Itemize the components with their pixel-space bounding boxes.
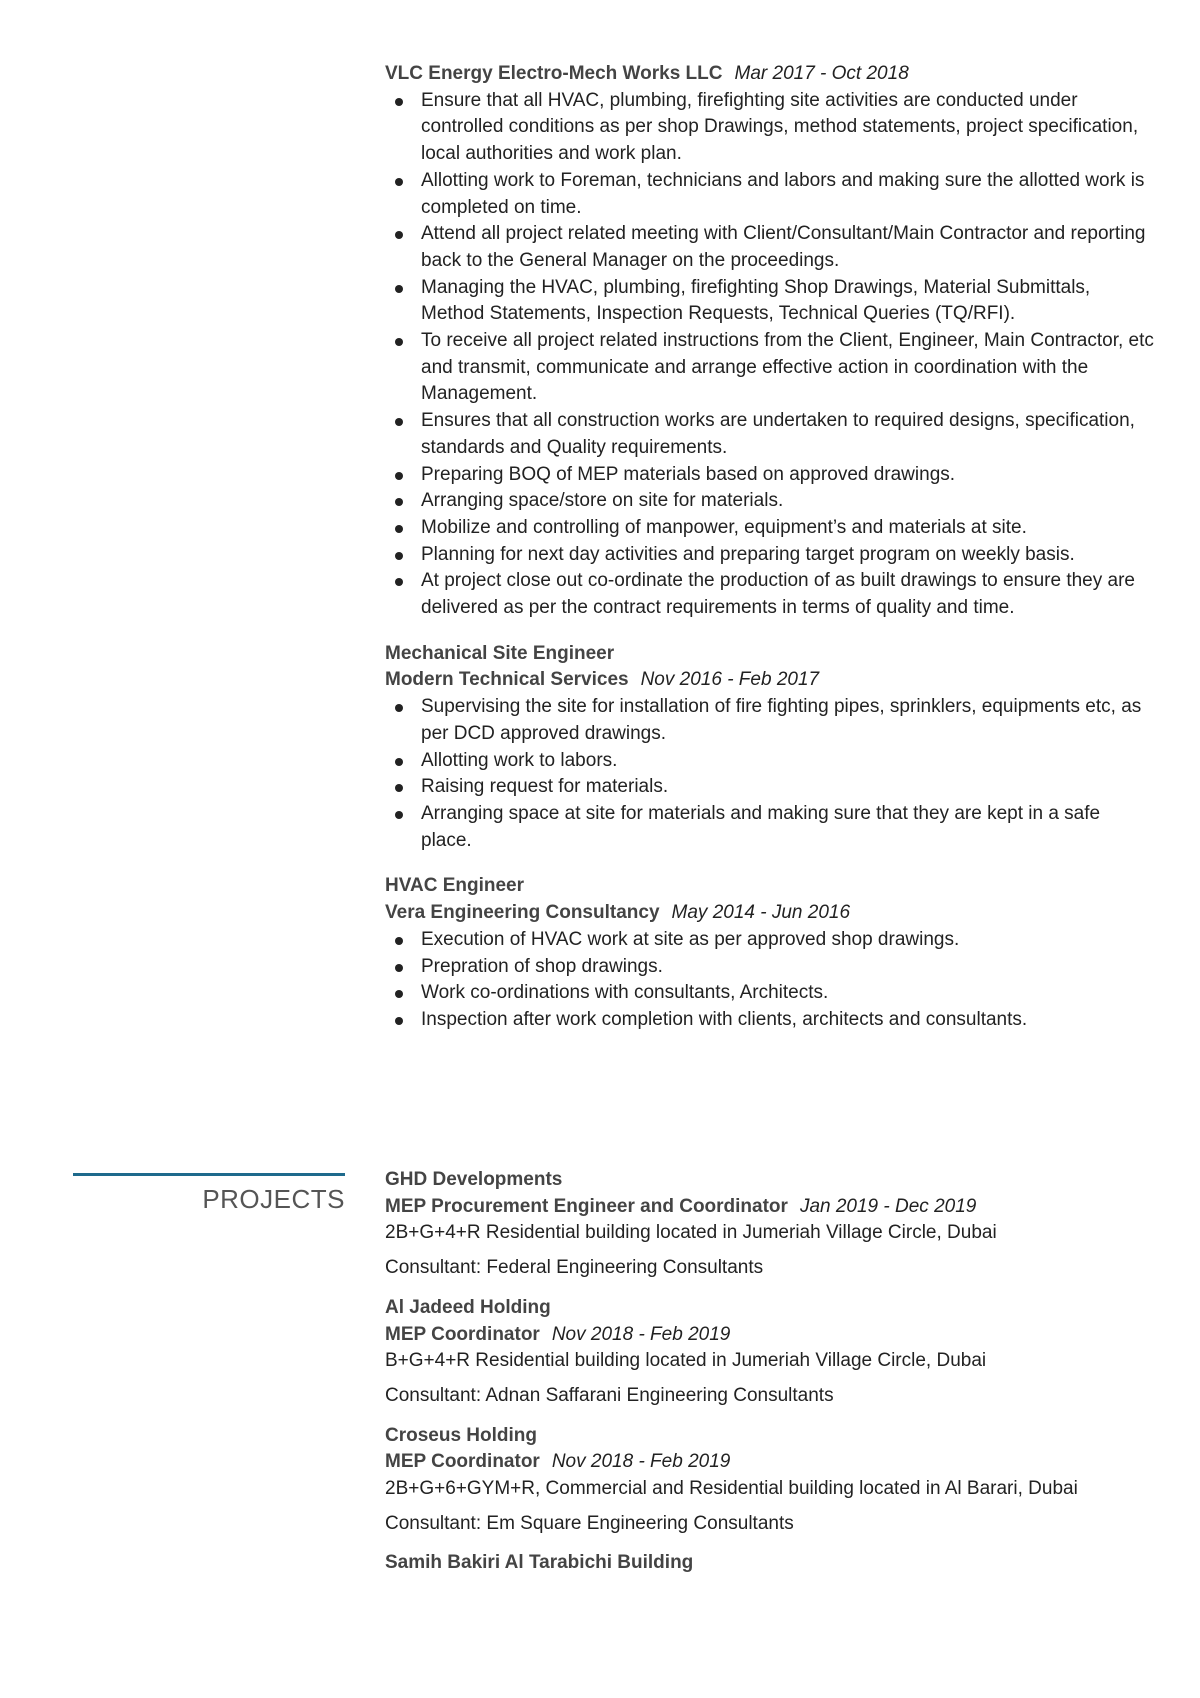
bullet: At project close out co-ordinate the production of as built drawings to ensure they are delivered as per the contract requirements in terms of quality and time. <box>421 568 1155 621</box>
bullet: Ensure that all HVAC, plumbing, firefighting site activities are conducted under controlled conditions as per shop Drawings, method statements, project specification, local authorities and work plan. <box>421 88 1155 168</box>
job-title: Mechanical Site Engineer <box>385 642 615 664</box>
job-dates: Mar 2017 - Oct 2018 <box>734 63 909 84</box>
project-description: 2B+G+6+GYM+R, Commercial and Residential building located in Al Barari, Dubai <box>385 1478 1078 1500</box>
job-bullets <box>385 927 1155 1034</box>
project-consultant: Consultant: Federal Engineering Consultants <box>385 1257 764 1279</box>
company-name: Vera Engineering Consultancy <box>385 902 660 924</box>
project-consultant: Consultant: Em Square Engineering Consultants <box>385 1512 794 1534</box>
project-role: MEP Coordinator <box>385 1323 540 1345</box>
bullet: Inspection after work completion with clients, architects and consultants. <box>421 1007 1155 1034</box>
bullet: Allotting work to labors. <box>421 748 1155 775</box>
project-dates: Jan 2019 - Dec 2019 <box>799 1195 977 1217</box>
experience-section <box>385 61 1155 1053</box>
project-dates: Nov 2018 - Feb 2019 <box>551 1451 731 1473</box>
bullet: Preparing BOQ of MEP materials based on approved drawings. <box>421 462 1155 489</box>
job-entry <box>385 873 1155 1033</box>
project-client: Croseus Holding <box>385 1424 538 1446</box>
project-description: B+G+4+R Residential building located in Jumeriah Village Circle, Dubai <box>385 1350 987 1372</box>
project-dates: Nov 2018 - Feb 2019 <box>551 1323 731 1345</box>
bullet: Execution of HVAC work at site as per approved shop drawings. <box>421 927 1155 954</box>
project-consultant: Consultant: Adnan Saffarani Engineering Consultants <box>385 1384 834 1406</box>
bullet: Allotting work to Foreman, technicians and labors and making sure the allotted work is completed on time. <box>421 168 1155 221</box>
bullet: Arranging space at site for materials and making sure that they are kept in a safe place. <box>421 801 1155 854</box>
bullet: Planning for next day activities and preparing target program on weekly basis. <box>421 542 1155 569</box>
job-dates: Nov 2016 - Feb 2017 <box>640 669 820 691</box>
bullet: To receive all project related instructions from the Client, Engineer, Main Contractor, etc and transmit, communicate and arrange effective action in coordination with the Management. <box>421 328 1155 408</box>
job-bullets <box>385 88 1155 622</box>
bullet: Attend all project related meeting with Client/Consultant/Main Contractor and reporting back to the General Manager on the proceedings. <box>421 221 1155 274</box>
project-client: Al Jadeed Holding <box>385 1296 551 1318</box>
project-entry <box>385 1167 1155 1282</box>
bullet: Work co-ordinations with consultants, Architects. <box>421 980 1155 1007</box>
bullet: Mobilize and controlling of manpower, equipment’s and materials at site. <box>421 515 1155 542</box>
bullet: Raising request for materials. <box>421 774 1155 801</box>
projects-section <box>385 1167 1155 1590</box>
bullet: Prepration of shop drawings. <box>421 954 1155 981</box>
job-dates: May 2014 - Jun 2016 <box>671 902 851 924</box>
company-name: Modern Technical Services <box>385 669 629 691</box>
job-title: HVAC Engineer <box>385 875 525 897</box>
job-bullets <box>385 694 1155 854</box>
project-entry <box>385 1295 1155 1410</box>
project-role: MEP Procurement Engineer and Coordinator <box>385 1195 788 1217</box>
project-description: 2B+G+4+R Residential building located in Jumeriah Village Circle, Dubai <box>385 1222 997 1244</box>
project-entry <box>385 1550 1155 1577</box>
project-entry <box>385 1423 1155 1538</box>
section-title-projects: PROJECTS <box>202 1184 345 1214</box>
section-divider <box>73 1173 345 1176</box>
job-entry <box>385 61 1155 622</box>
project-role: MEP Coordinator <box>385 1451 540 1473</box>
bullet: Managing the HVAC, plumbing, firefighting Shop Drawings, Material Submittals, Method Statements, Inspection Requests, Technical Queries (TQ/RFI). <box>421 275 1155 328</box>
bullet: Ensures that all construction works are undertaken to required designs, specification, standards and Quality requirements. <box>421 408 1155 461</box>
project-client: Samih Bakiri Al Tarabichi Building <box>385 1552 694 1574</box>
job-entry <box>385 641 1155 855</box>
company-name: VLC Energy Electro-Mech Works LLC <box>385 63 723 84</box>
project-client: GHD Developments <box>385 1169 563 1190</box>
bullet: Arranging space/store on site for materials. <box>421 488 1155 515</box>
bullet: Supervising the site for installation of fire fighting pipes, sprinklers, equipments etc, as per DCD approved drawings. <box>421 694 1155 747</box>
